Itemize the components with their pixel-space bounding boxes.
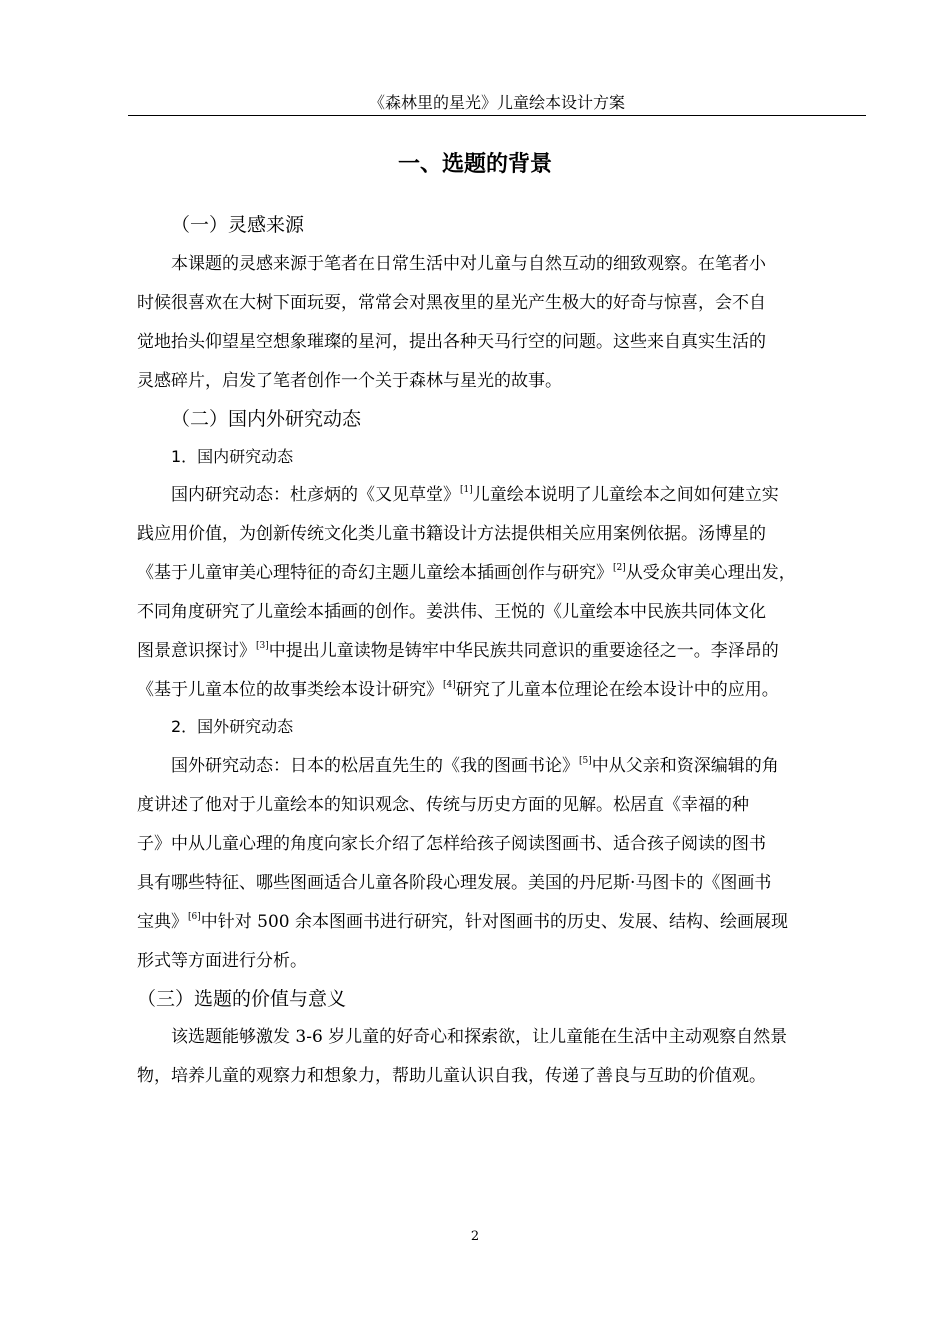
- citation-ref: [2]: [613, 563, 626, 573]
- section-heading-value: （三）选题的价值与意义: [137, 988, 347, 1010]
- text-run: 中从父亲和资深编辑的角: [591, 756, 779, 776]
- citation-ref: [5]: [579, 756, 592, 766]
- paragraph-line: 本课题的灵感来源于笔者在日常生活中对儿童与自然互动的细致观察。在笔者小: [171, 254, 766, 274]
- text-run: 中针对 500 余本图画书进行研究，针对图画书的历史、发展、结构、绘画展现: [200, 912, 789, 932]
- paragraph-line: [137, 678, 779, 702]
- chapter-title: 一、选题的背景: [397, 152, 552, 177]
- paragraph-line: 物，培养儿童的观察力和想象力，帮助儿童认识自我，传递了善良与互助的价值观。: [137, 1066, 766, 1086]
- section-heading-inspiration: （一）灵感来源: [171, 214, 305, 236]
- paragraph-line: [171, 483, 779, 507]
- text-run: 宝典》: [137, 912, 188, 932]
- text-run: 从受众审美心理出发，: [625, 563, 796, 583]
- paragraph-line: 度讲述了他对于儿童绘本的知识观念、传统与历史方面的见解。松居直《幸福的种: [137, 795, 749, 815]
- text-run: 《基于儿童本位的故事类绘本设计研究》: [137, 680, 443, 700]
- paragraph-line: 形式等方面进行分析。: [137, 951, 307, 971]
- citation-ref: [4]: [443, 680, 456, 690]
- paragraph-line: 践应用价值，为创新传统文化类儿童书籍设计方法提供相关应用案例依据。汤博星的: [137, 524, 766, 544]
- paragraph-line: 子》中从儿童心理的角度向家长介绍了怎样给孩子阅读图画书、适合孩子阅读的图书: [137, 834, 766, 854]
- paragraph-line: [137, 639, 779, 663]
- subsection-heading-foreign: 2．国外研究动态: [171, 717, 294, 736]
- page-number: 2: [470, 1229, 480, 1244]
- paragraph-line: [137, 561, 796, 585]
- page-header: 《森林里的星光》儿童绘本设计方案: [128, 94, 866, 116]
- text-run: 国内研究动态：杜彦炳的《又见草堂》: [171, 485, 460, 505]
- text-run: 研究了儿童本位理论在绘本设计中的应用。: [455, 680, 779, 700]
- paragraph-line: [171, 754, 779, 778]
- text-run: 国外研究动态：日本的松居直先生的《我的图画书论》: [171, 756, 579, 776]
- paragraph-line: 具有哪些特征、哪些图画适合儿童各阶段心理发展。美国的丹尼斯·马图卡的《图画书: [137, 873, 772, 893]
- paragraph-line: 不同角度研究了儿童绘本插画的创作。姜洪伟、王悦的《儿童绘本中民族共同体文化: [137, 602, 766, 622]
- citation-ref: [3]: [256, 641, 269, 651]
- text-run: 图景意识探讨》: [137, 641, 256, 661]
- paragraph-line: 灵感碎片，启发了笔者创作一个关于森林与星光的故事。: [137, 371, 562, 391]
- subsection-heading-domestic: 1．国内研究动态: [171, 447, 294, 466]
- section-heading-research: （二）国内外研究动态: [171, 408, 362, 430]
- citation-ref: [6]: [188, 912, 201, 922]
- text-run: 《基于儿童审美心理特征的奇幻主题儿童绘本插画创作与研究》: [137, 563, 613, 583]
- paragraph-line: 该选题能够激发 3-6 岁儿童的好奇心和探索欲，让儿童能在生活中主动观察自然景: [171, 1027, 788, 1047]
- paragraph-line: 时候很喜欢在大树下面玩耍，常常会对黑夜里的星光产生极大的好奇与惊喜，会不自: [137, 293, 766, 313]
- paragraph-line: [137, 910, 788, 934]
- text-run: 儿童绘本说明了儿童绘本之间如何建立实: [472, 485, 779, 505]
- text-run: 中提出儿童读物是铸牢中华民族共同意识的重要途径之一。李泽昂的: [268, 641, 779, 661]
- paragraph-line: 觉地抬头仰望星空想象璀璨的星河，提出各种天马行空的问题。这些来自真实生活的: [137, 332, 766, 352]
- citation-ref: [1]: [460, 485, 473, 495]
